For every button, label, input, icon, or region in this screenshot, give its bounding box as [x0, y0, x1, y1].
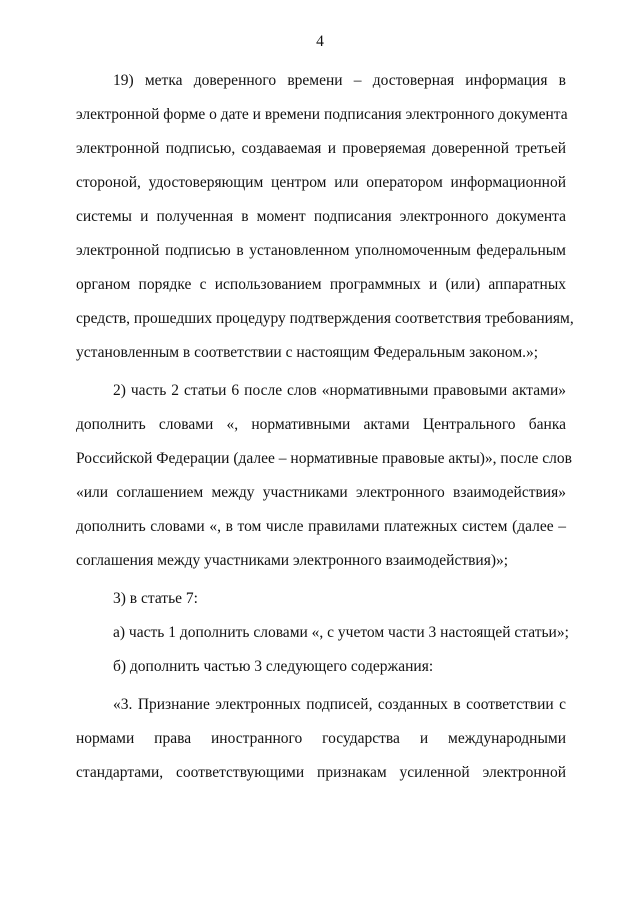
text-line: «или соглашением между участниками электронного взаимодействия»: [76, 484, 566, 501]
text-line: электронной форме о дате и времени подписания электронного документа: [76, 106, 568, 123]
text-line: дополнить словами «, нормативными актами Центрального банка: [76, 416, 566, 433]
text-line: б) дополнить частью 3 следующего содержания:: [113, 658, 434, 675]
text-line: стандартами, соответствующими признакам усиленной электронной: [76, 764, 566, 781]
text-line: 2) часть 2 статьи 6 после слов «нормативными правовыми актами»: [113, 382, 566, 399]
text-line: органом порядке с использованием программных и (или) аппаратных: [76, 276, 566, 293]
text-line: средств, прошедших процедуру подтверждения соответствия требованиям,: [76, 310, 574, 327]
text-line: соглашения между участниками электронного взаимодействия)»;: [76, 552, 509, 569]
text-line: установленным в соответствии с настоящим Федеральным законом.»;: [76, 344, 539, 361]
text-line: «3. Признание электронных подписей, созданных в соответствии с: [113, 696, 566, 713]
text-line: системы и полученная в момент подписания электронного документа: [76, 208, 566, 225]
text-line: а) часть 1 дополнить словами «, с учетом части 3 настоящей статьи»;: [113, 624, 569, 641]
text-line: нормами права иностранного государства и международными: [76, 730, 566, 747]
text-line: 3) в статье 7:: [113, 590, 198, 607]
text-line: Российской Федерации (далее – нормативные правовые акты)», после слов: [76, 450, 572, 467]
text-line: стороной, удостоверяющим центром или оператором информационной: [76, 174, 566, 191]
text-line: 19) метка доверенного времени – достоверная информация в: [113, 72, 566, 89]
text-line: электронной подписью в установленном уполномоченным федеральным: [76, 242, 566, 259]
text-line: электронной подписью, создаваемая и проверяемая доверенной третьей: [76, 140, 566, 157]
page-number: 4: [316, 33, 324, 50]
text-line: дополнить словами «, в том числе правилами платежных систем (далее –: [76, 518, 566, 535]
